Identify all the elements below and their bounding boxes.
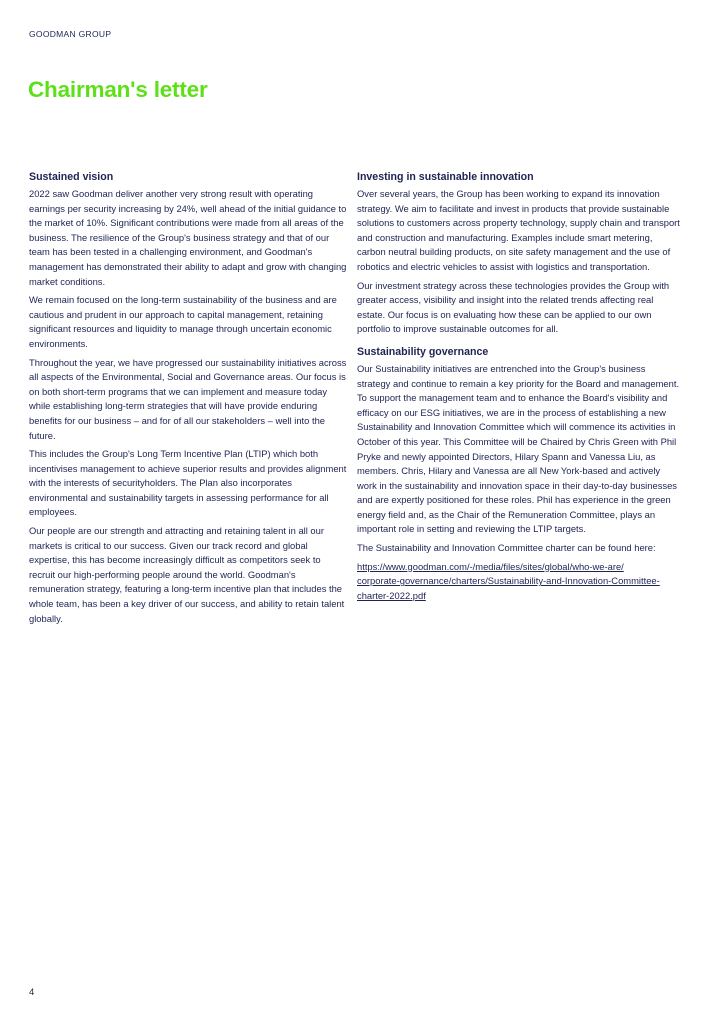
paragraph: Over several years, the Group has been working to expand its innovation strategy. We aim to facilitate and invest in products that provide sustainable solutions to customers across property technology, supply chain and transport and construction and manufacturing. Examples include smart metering, carbon neutral building products, on site safety management and the use of robotics and electric vehicles to assist with logistics and transportation.: [357, 188, 680, 272]
charter-link-line[interactable]: https://www.goodman.com/-/media/files/sites/global/who-we-are/: [357, 560, 624, 572]
paragraph: This includes the Group's Long Term Incentive Plan (LTIP) which both incentivises management to achieve superior results and provides alignment with the interests of securityholders. The Plan also incorporates environmental and sustainability targets in assessing performance for all employees.: [29, 448, 347, 518]
paragraph: Our people are our strength and attracting and retaining talent in all our markets is critical to our success. Given our track record and global expertise, this has become increasingly difficult as competitors seek to recruit our high-performing people around the world. Goodman's remuneration strategy, featuring a long-term incentive plan that includes the whole team, has been a key driver of our success, and ability to retain talent globally.: [29, 525, 345, 624]
charter-link-line[interactable]: charter-2022.pdf: [357, 589, 426, 601]
sustained-vision-heading: Sustained vision: [29, 171, 114, 183]
charter-link[interactable]: [357, 560, 681, 604]
brand-header: GOODMAN GROUP: [29, 29, 112, 39]
paragraph: 2022 saw Goodman deliver another very strong result with operating earnings per security increasing by 24%, well ahead of the initial guidance to the market of 10%. Significant contributions were made from all areas of the business. The resilience of the Group's business strategy and that of our team has been tested in a challenging environment, and Goodman's management has demonstrated their ability to adapt and grow with changing market conditions.: [29, 188, 347, 287]
governance-heading: Sustainability governance: [357, 345, 489, 358]
page-number: 4: [29, 987, 35, 998]
paragraph: The Sustainability and Innovation Committee charter can be found here:: [357, 542, 656, 554]
page-title: Chairman's letter: [28, 77, 208, 102]
paragraph: Our Sustainability initiatives are entrenched into the Group's business strategy and continue to remain a key priority for the Board and management. To support the management team and to enhance the Board's visibility and efficacy on our ESG initiatives, we are in the process of establishing a new Sustainability and Innovation Committee which will commence its activities in October of this year. This Committee will be Chaired by Chris Green with Phil Pryke and newly appointed Directors, Hilary Spann and Vanessa Liu, as members. Chris, Hilary and Vanessa are all New York-based and actively work in the sustainability and innovation space in their day-to-day businesses and are expertly positioned for these roles. Phil has experience in the green energy field and, as the Chair of the Remuneration Committee, plays an important role in setting and reviewing the LTIP targets.: [357, 362, 680, 535]
paragraph: Our investment strategy across these technologies provides the Group with greater access, visibility and insight into the related trends affecting real estate. Our focus is on evaluating how these can be applied to our own portfolio to improve sustainable outcomes for all.: [357, 279, 670, 335]
innovation-heading: Investing in sustainable innovation: [357, 171, 534, 183]
right-column: [357, 170, 681, 603]
paragraph: Throughout the year, we have progressed our sustainability initiatives across all aspects of the Environmental, Social and Governance areas. Our focus is on both short-term programs that we can implement and measure today while establishing long-term strategies that will have provide enduring benefits for our business – and for of all our stakeholders – well into the future.: [29, 356, 347, 441]
paragraph: We remain focused on the long-term sustainability of the business and are cautious and prudent in our approach to capital management, retaining significant resources and liquidity to manage through uncertain economic environments.: [29, 294, 337, 349]
left-column: [29, 170, 349, 630]
charter-link-line[interactable]: corporate-governance/charters/Sustainability-and-Innovation-Committee-: [357, 575, 660, 587]
